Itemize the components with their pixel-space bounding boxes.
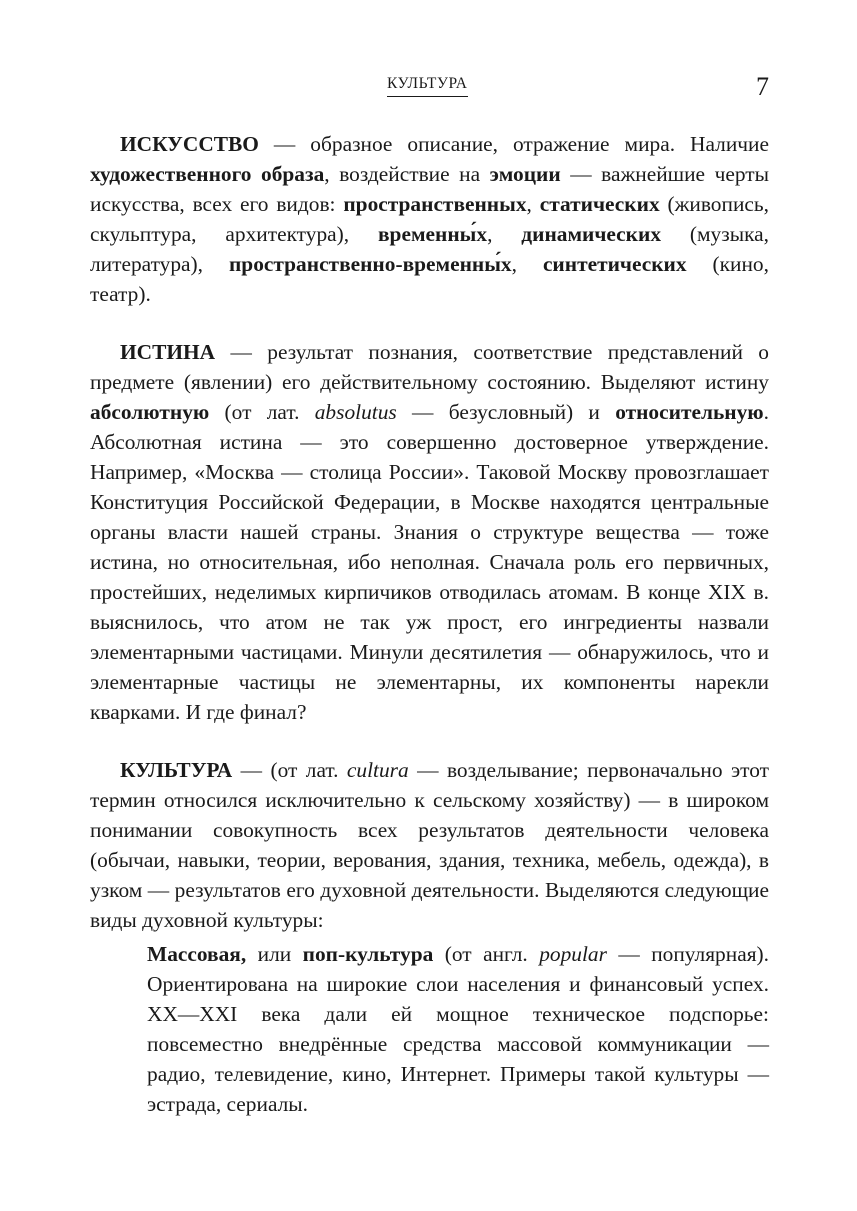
bold-term: эмоции bbox=[489, 162, 561, 186]
text: или bbox=[246, 942, 303, 966]
text: . Абсолютная истина — это совершенно достоверное утверждение. Например, «Москва — столица России». Таковой Москву провозглашает Конституция Российской Федерации, в Москве находятся центральные органы власти нашей страны. Знания о структуре вещества — тоже истина, но относительная, ибо неполная. Сначала роль его первичных, простейших, неделимых кирпичиков отводилась атомам. В конце XIX в. выяснилось, что атом не так уж прост, его ингредиенты назвали элементарными частицами. Минули десятилетия — обнаружилось, что и элементарные частицы не элементарны, их компоненты нарекли кварками. И где финал? bbox=[90, 400, 769, 724]
bold-term: пространственных bbox=[343, 192, 527, 216]
text: (от англ. bbox=[433, 942, 540, 966]
page-body bbox=[90, 129, 769, 1119]
text: — безусловный) и bbox=[396, 400, 616, 424]
bold-term: динамических bbox=[521, 222, 662, 246]
bold-term: поп-культура bbox=[302, 942, 434, 966]
bold-term: абсолютную bbox=[90, 400, 210, 424]
term-art: ИСКУССТВО bbox=[120, 132, 259, 156]
text: — популярная). Ориентирована на широкие слои населения и финансовый успех. XX—XXI века дали ей мощное техническое подспорье: повсеместно внедрённые средства массовой коммуникации — радио, телевидение, кино, Интернет. Примеры такой культуры — эстрада, сериалы. bbox=[147, 942, 770, 1116]
text: — (от лат. bbox=[232, 758, 347, 782]
text: — образное описание, отражение мира. Наличие bbox=[258, 132, 769, 156]
bold-term: временны́х bbox=[378, 222, 488, 246]
entry-truth bbox=[90, 337, 769, 727]
text: , bbox=[511, 252, 543, 276]
text: (кино, театр). bbox=[90, 252, 769, 306]
term-truth: ИСТИНА bbox=[120, 340, 216, 364]
bold-term: синтетических bbox=[542, 252, 687, 276]
bold-term: относительную bbox=[615, 400, 764, 424]
entry-art bbox=[90, 129, 769, 309]
running-title: КУЛЬТУРА bbox=[387, 75, 468, 97]
english-word: popular bbox=[539, 942, 607, 966]
text: — результат познания, соответствие представлений о предмете (явлении) его действительному состоянию. Выделяют истину bbox=[90, 340, 769, 394]
text: (живопись, скульптура, архитектура), bbox=[90, 192, 769, 246]
text: (от лат. bbox=[209, 400, 315, 424]
term-culture: КУЛЬТУРА bbox=[120, 758, 233, 782]
bold-term: Массовая, bbox=[147, 942, 247, 966]
text: — важнейшие черты искусства, всех его видов: bbox=[90, 162, 769, 216]
text: (музыка, литература), bbox=[90, 222, 769, 276]
entry-mass-culture bbox=[147, 939, 769, 1119]
bold-term: художественного образа bbox=[90, 162, 325, 186]
text: , воздействие на bbox=[324, 162, 490, 186]
text: — возделывание; первоначально этот термин относился исключительно к сельскому хозяйству) — в широком понимании совокупность всех результатов деятельности человека (обычаи, навыки, теории, верования, здания, техника, мебель, одежда), в узком — результатов его духовной деятельности. Выделяются следующие виды духовной культуры: bbox=[90, 758, 769, 932]
latin-word: cultura bbox=[346, 758, 409, 782]
text: , bbox=[526, 192, 540, 216]
bold-term: статических bbox=[539, 192, 660, 216]
page-number: 7 bbox=[756, 72, 769, 101]
text: , bbox=[487, 222, 522, 246]
bold-term: пространственно-временны́х bbox=[228, 252, 512, 276]
latin-word: absolutus bbox=[314, 400, 397, 424]
entry-culture bbox=[90, 755, 769, 935]
